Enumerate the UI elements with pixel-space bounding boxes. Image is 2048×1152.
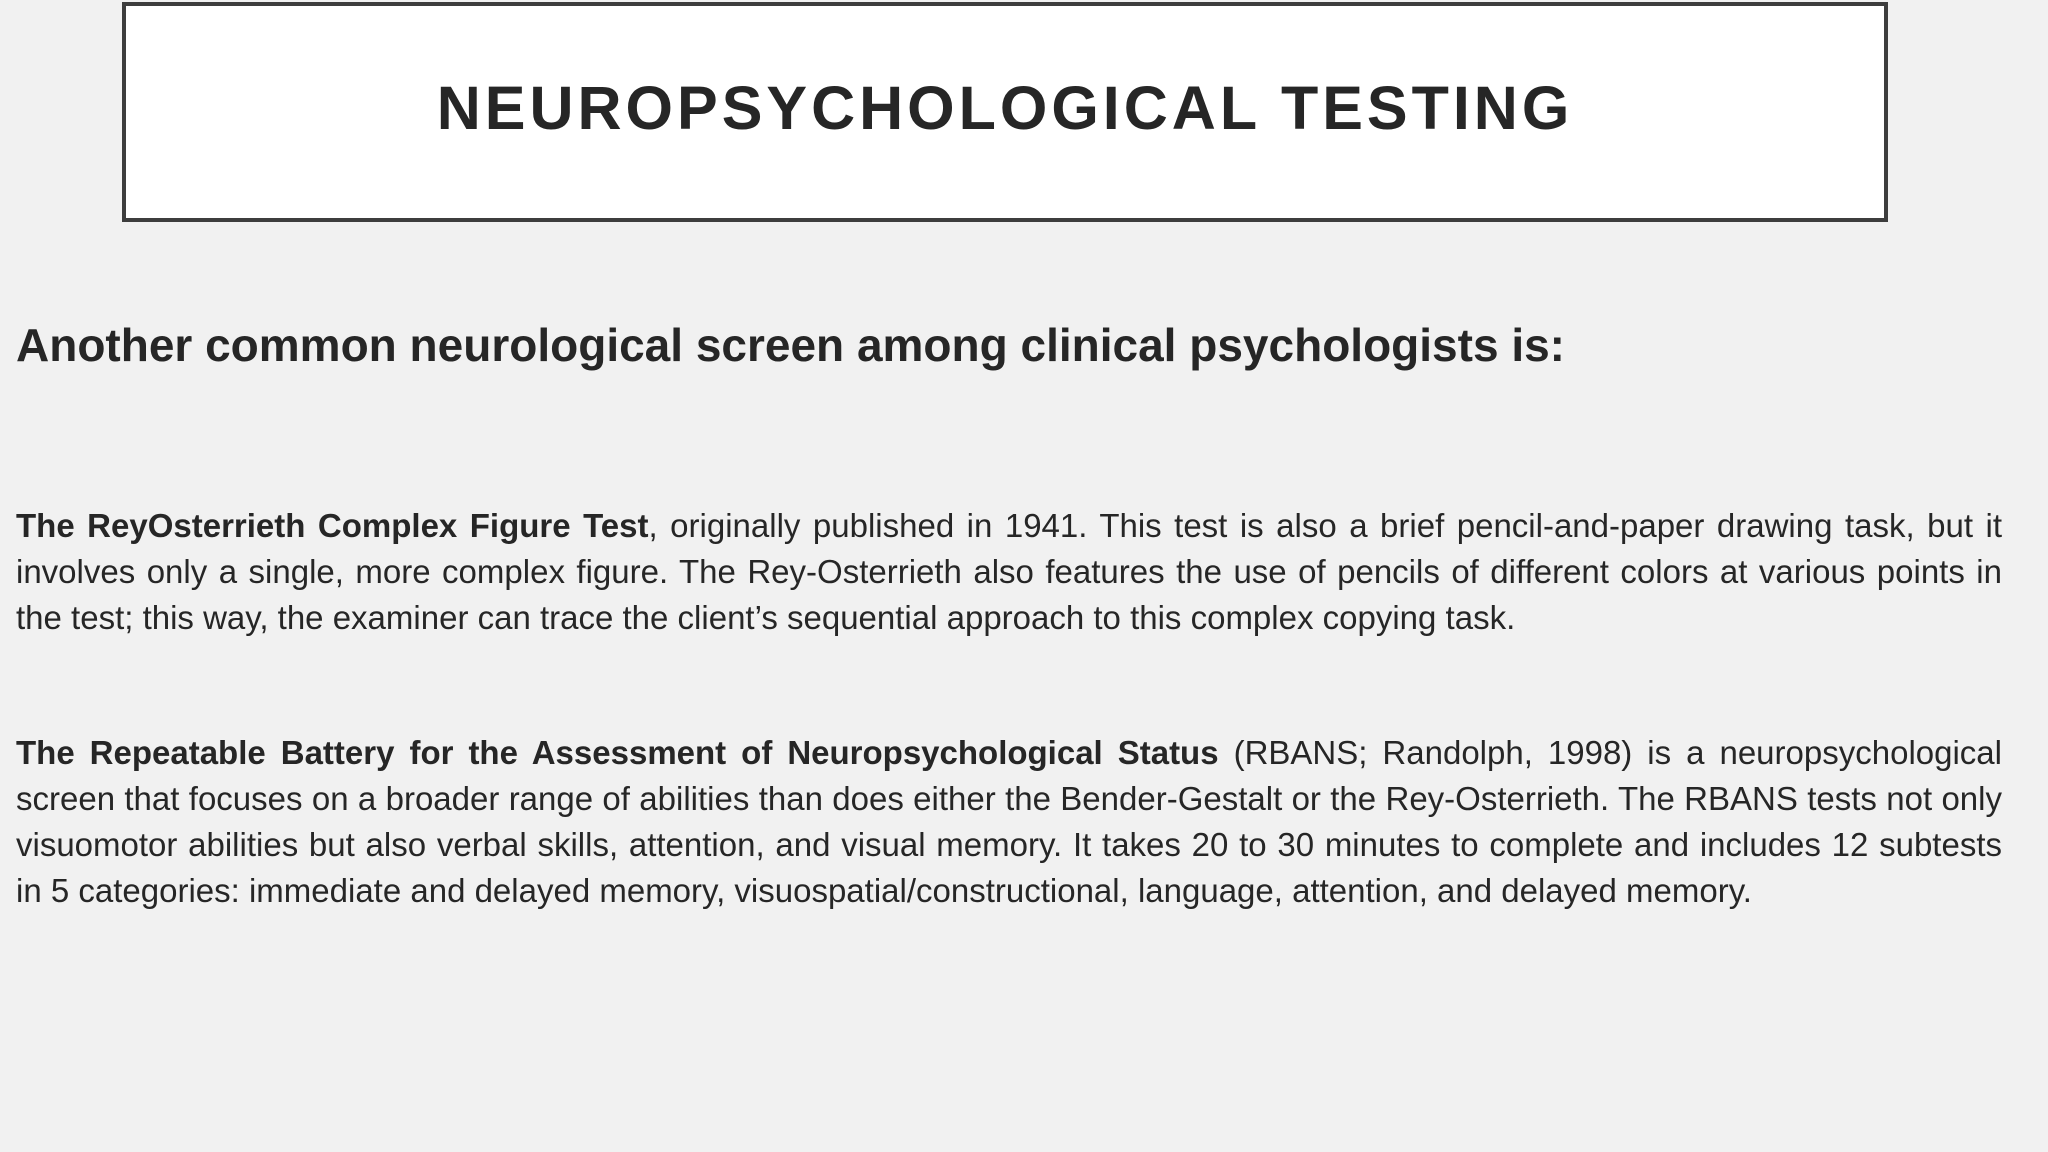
title-box: [122, 2, 1888, 222]
slide-subheading: Another common neurological screen among clinical psychologists is:: [16, 319, 1565, 371]
paragraph-rbans: [16, 730, 2002, 914]
paragraph-text: (RBANS; Randolph, 1998) is a neuropsychological screen that focuses on a broader range of abilities than does either the Bender-Gestalt or the Rey-Osterrieth. The RBANS tests not only visuomotor abilities but also verbal skills, attention, and visual memory. It takes 20 to 30 minutes to complete and includes 12 subtests in 5 categories: immediate and delayed memory, visuospatial/constructional, language, attention, and delayed memory.: [16, 734, 2002, 909]
paragraph-rey-osterrieth: [16, 503, 2002, 641]
slide-title: NEUROPSYCHOLOGICAL TESTING: [436, 74, 1574, 142]
paragraph-bold-lead: The Repeatable Battery for the Assessment of Neuropsychological Status: [16, 734, 1219, 771]
paragraph-text: , originally published in 1941. This test is also a brief pencil-and-paper drawing task, but it involves only a single, more complex figure. The Rey-Osterrieth also features the use of pencils of different colors at various points in the test; this way, the examiner can trace the client’s sequential approach to this complex copying task.: [16, 507, 2003, 636]
paragraph-bold-lead: The ReyOsterrieth Complex Figure Test: [16, 507, 649, 544]
